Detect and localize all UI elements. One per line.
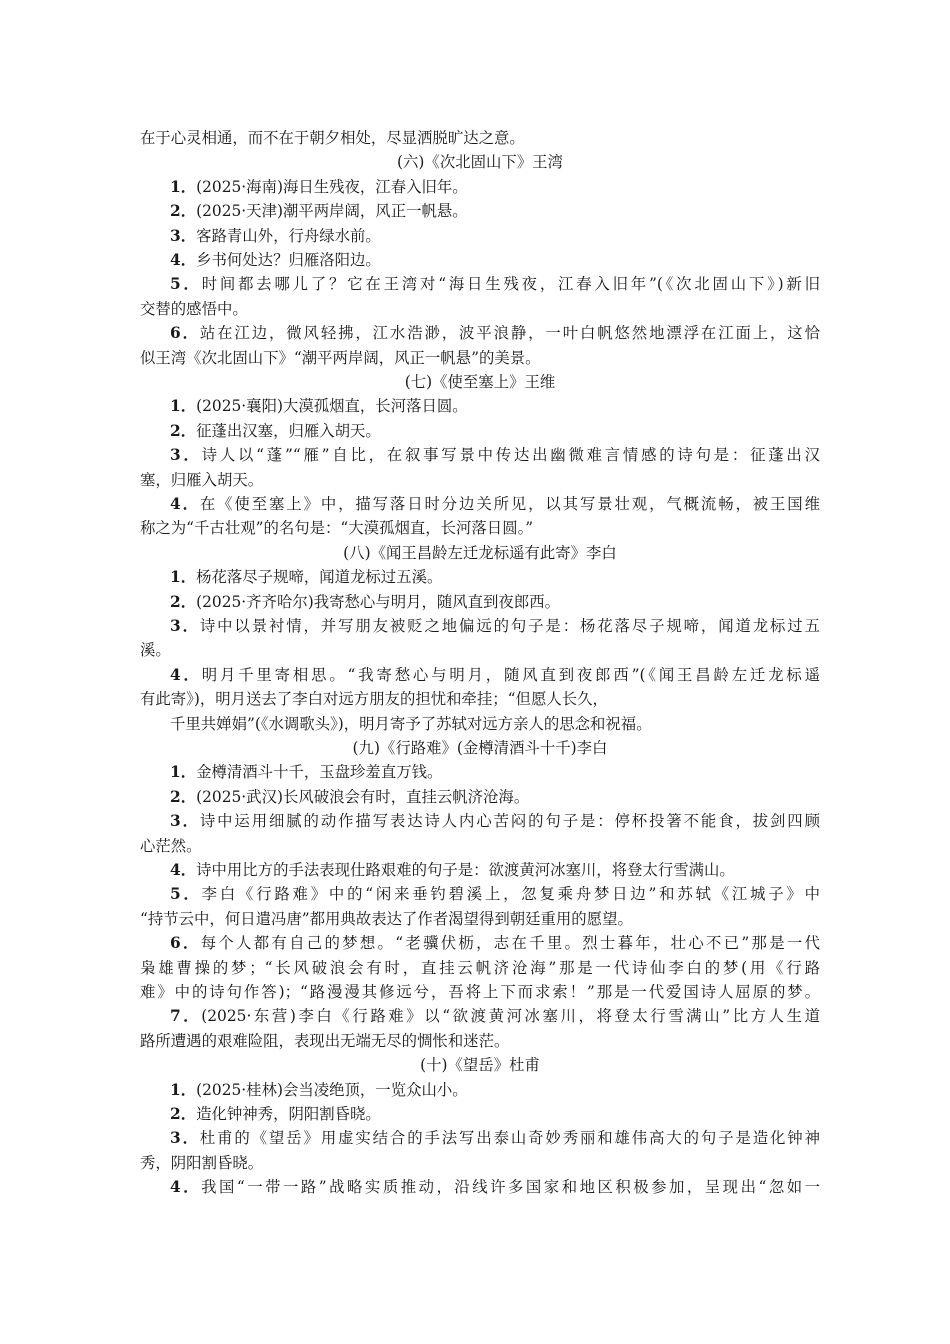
line-text: 塞，归雁入胡天。 [140, 470, 264, 489]
item-number: 1． [170, 763, 197, 782]
line-text: (九)《行路难》(金樽清酒斗十千)李白 [352, 739, 608, 757]
line-text: 客路青山外，行舟绿水前。 [196, 226, 381, 245]
item-number: 2． [170, 787, 197, 806]
item-number: 6． [170, 934, 201, 953]
line-text: 交替的感悟中。 [140, 299, 248, 318]
continuation-line [140, 297, 820, 321]
item-number: 1． [170, 397, 197, 416]
numbered-item [170, 224, 820, 248]
numbered-item [170, 614, 820, 638]
line-text: 李白《行路难》中的“闲来垂钓碧溪上，忽复乘舟梦日边”和苏轼《江城子》中 [201, 885, 820, 904]
continuation-line [170, 712, 820, 736]
numbered-item [170, 1078, 820, 1102]
continuation-line [140, 980, 820, 1004]
item-number: 2． [170, 421, 197, 440]
line-text: (2025·武汉)长风破浪会有时，直挂云帆济沧海。 [196, 787, 530, 806]
line-text: 在《使至塞上》中，描写落日时分边关所见，以其写景壮观，气概流畅，被王国维 [199, 495, 820, 513]
continuation-line [140, 346, 820, 370]
line-text: 站在江边，微风轻拂，江水浩渺，波平浪静，一叶白帆悠然地漂浮在江面上，这恰 [199, 324, 820, 343]
line-text: (2025·桂林)会当凌绝顶，一览众山小。 [196, 1080, 468, 1099]
numbered-item [170, 760, 820, 784]
numbered-item [170, 882, 820, 906]
section-heading [140, 1053, 820, 1077]
numbered-item [170, 199, 820, 223]
numbered-item [170, 1102, 820, 1126]
item-number: 5． [170, 885, 202, 904]
continuation-line [140, 907, 820, 931]
section-heading [140, 736, 820, 760]
section-heading [140, 541, 820, 565]
line-text: (十)《望岳》杜甫 [420, 1056, 540, 1075]
line-text: (2025·天津)潮平两岸阔，风正一帆悬。 [196, 202, 468, 221]
line-text: 我国“一带一路”战略实质推动，沿线许多国家和地区积极参加，呈现出“忽如一 [201, 1178, 820, 1197]
item-number: 1． [170, 568, 197, 587]
line-text: 诗中用比方的手法表现仕路艰难的句子是：欲渡黄河冰塞川，将登太行雪满山。 [196, 861, 735, 879]
line-text: 明月千里寄相思。“我寄愁心与明月，随风直到夜郎西”(《闻王昌龄左迁龙标遥 [201, 665, 820, 684]
continuation-line [140, 1151, 820, 1175]
continuation-line [140, 834, 820, 858]
item-number: 4． [170, 1178, 202, 1197]
line-text: 有此寄》)，明月送去了李白对远方朋友的担忧和牵挂；“但愿人长久， [140, 690, 608, 709]
continuation-line [140, 516, 820, 540]
numbered-item [170, 443, 820, 467]
line-text: (2025·海南)海日生残夜，江春入旧年。 [196, 177, 468, 196]
item-number: 7． [170, 1007, 202, 1026]
line-text: (2025·襄阳)大漠孤烟直，长河落日圆。 [196, 397, 468, 416]
line-text: 金樽清酒斗十千，玉盘珍羞直万钱。 [196, 763, 443, 782]
numbered-item [170, 492, 820, 516]
line-text: 心茫然。 [140, 836, 202, 855]
numbered-item [170, 175, 820, 199]
item-number: 3． [170, 226, 197, 245]
item-number: 3． [170, 1129, 200, 1148]
line-text: (2025·东营)李白《行路难》以“欲渡黄河冰塞川，将登太行雪满山”比方人生道 [201, 1007, 820, 1026]
numbered-item [170, 809, 820, 833]
numbered-item [170, 1126, 820, 1150]
line-text: (2025·齐齐哈尔)我寄愁心与明月，随风直到夜郎西。 [196, 592, 560, 611]
item-number: 4． [170, 251, 197, 269]
line-text: 在于心灵相通，而不在于朝夕相处，尽显洒脱旷达之意。 [140, 129, 525, 147]
line-text: 诗中运用细腻的动作描写表达诗人内心苦闷的句子是：停杯投箸不能食，拔剑四顾 [199, 812, 820, 831]
item-number: 6． [170, 324, 200, 343]
numbered-item [170, 565, 820, 589]
numbered-item [170, 590, 820, 614]
continuation-line [140, 687, 820, 711]
item-number: 4． [170, 495, 200, 513]
line-text: 征蓬出汉塞，归雁入胡天。 [196, 421, 381, 440]
numbered-item [170, 785, 820, 809]
line-text: (七)《使至塞上》王维 [404, 373, 556, 391]
line-text: 枭雄曹操的梦；“长风破浪会有时，直挂云帆济沧海”那是一代诗仙李白的梦(用《行路 [140, 958, 820, 977]
continuation-line [140, 1029, 820, 1053]
numbered-item [170, 1004, 820, 1028]
numbered-item [170, 394, 820, 418]
line-text: 难》中的诗句作答)；“路漫漫其修远兮，吾将上下而求索！”那是一代爱国诗人屈原的梦。 [140, 983, 820, 1001]
line-text: 杨花落尽子规啼，闻道龙标过五溪。 [196, 568, 443, 587]
line-text: (八)《闻王昌龄左迁龙标遥有此寄》李白 [343, 543, 617, 562]
item-number: 3． [170, 446, 202, 465]
line-text: 诗中以景衬情，并写朋友被贬之地偏远的句子是：杨花落尽子规啼，闻道龙标过五 [199, 617, 820, 635]
item-number: 4． [170, 665, 202, 684]
line-text: 溪。 [140, 641, 171, 660]
continuation-line [140, 956, 820, 980]
continuation-line [140, 126, 820, 150]
section-heading [140, 150, 820, 174]
line-text: 每个人都有自己的梦想。“老骥伏枥，志在千里。烈士暮年，壮心不已”那是一代 [200, 934, 820, 953]
item-number: 2． [170, 1105, 197, 1123]
line-text: 造化钟神秀，阴阳割昏晓。 [196, 1105, 381, 1123]
line-text: 时间都去哪儿了？它在王湾对“海日生残夜，江春入旧年”(《次北固山下》)新旧 [201, 275, 820, 294]
line-text: 称之为“千古壮观”的名句是：“大漠孤烟直，长河落日圆。” [140, 519, 534, 538]
item-number: 2． [170, 202, 197, 221]
numbered-item [170, 858, 820, 882]
line-text: 路所遭遇的艰难险阻，表现出无端无尽的惆怅和迷茫。 [140, 1031, 510, 1050]
numbered-item [170, 663, 820, 687]
numbered-item [170, 248, 820, 272]
line-text: 乡书何处达？归雁洛阳边。 [196, 251, 381, 269]
numbered-item [170, 321, 820, 345]
item-number: 1． [170, 1080, 197, 1099]
item-number: 3． [170, 617, 200, 635]
item-number: 3． [170, 812, 200, 831]
numbered-item [170, 1175, 820, 1199]
item-number: 1． [170, 177, 197, 196]
line-text: “持节云中，何日遣冯唐”都用典故表达了作者渴望得到朝廷重用的愿望。 [140, 909, 633, 928]
continuation-line [140, 468, 820, 492]
numbered-item [170, 272, 820, 296]
line-text: 似王湾《次北固山下》“潮平两岸阔，风正一帆悬”的美景。 [140, 348, 541, 367]
item-number: 4． [170, 861, 197, 879]
continuation-line [140, 638, 820, 662]
line-text: 杜甫的《望岳》用虚实结合的手法写出泰山奇妙秀丽和雄伟高大的句子是造化钟神 [199, 1129, 820, 1148]
section-heading [140, 370, 820, 394]
line-text: 秀，阴阳割昏晓。 [140, 1153, 264, 1172]
item-number: 5． [170, 275, 202, 294]
line-text: 诗人以“蓬”“雁”自比，在叙事写景中传达出幽微难言情感的诗句是：征蓬出汉 [201, 446, 820, 465]
numbered-item [170, 931, 820, 955]
line-text: 千里共婵娟”(《水调歌头》)，明月寄予了苏轼对远方亲人的思念和祝福。 [170, 714, 652, 733]
line-text: (六)《次北固山下》王湾 [397, 153, 563, 172]
numbered-item [170, 419, 820, 443]
item-number: 2． [170, 592, 197, 611]
